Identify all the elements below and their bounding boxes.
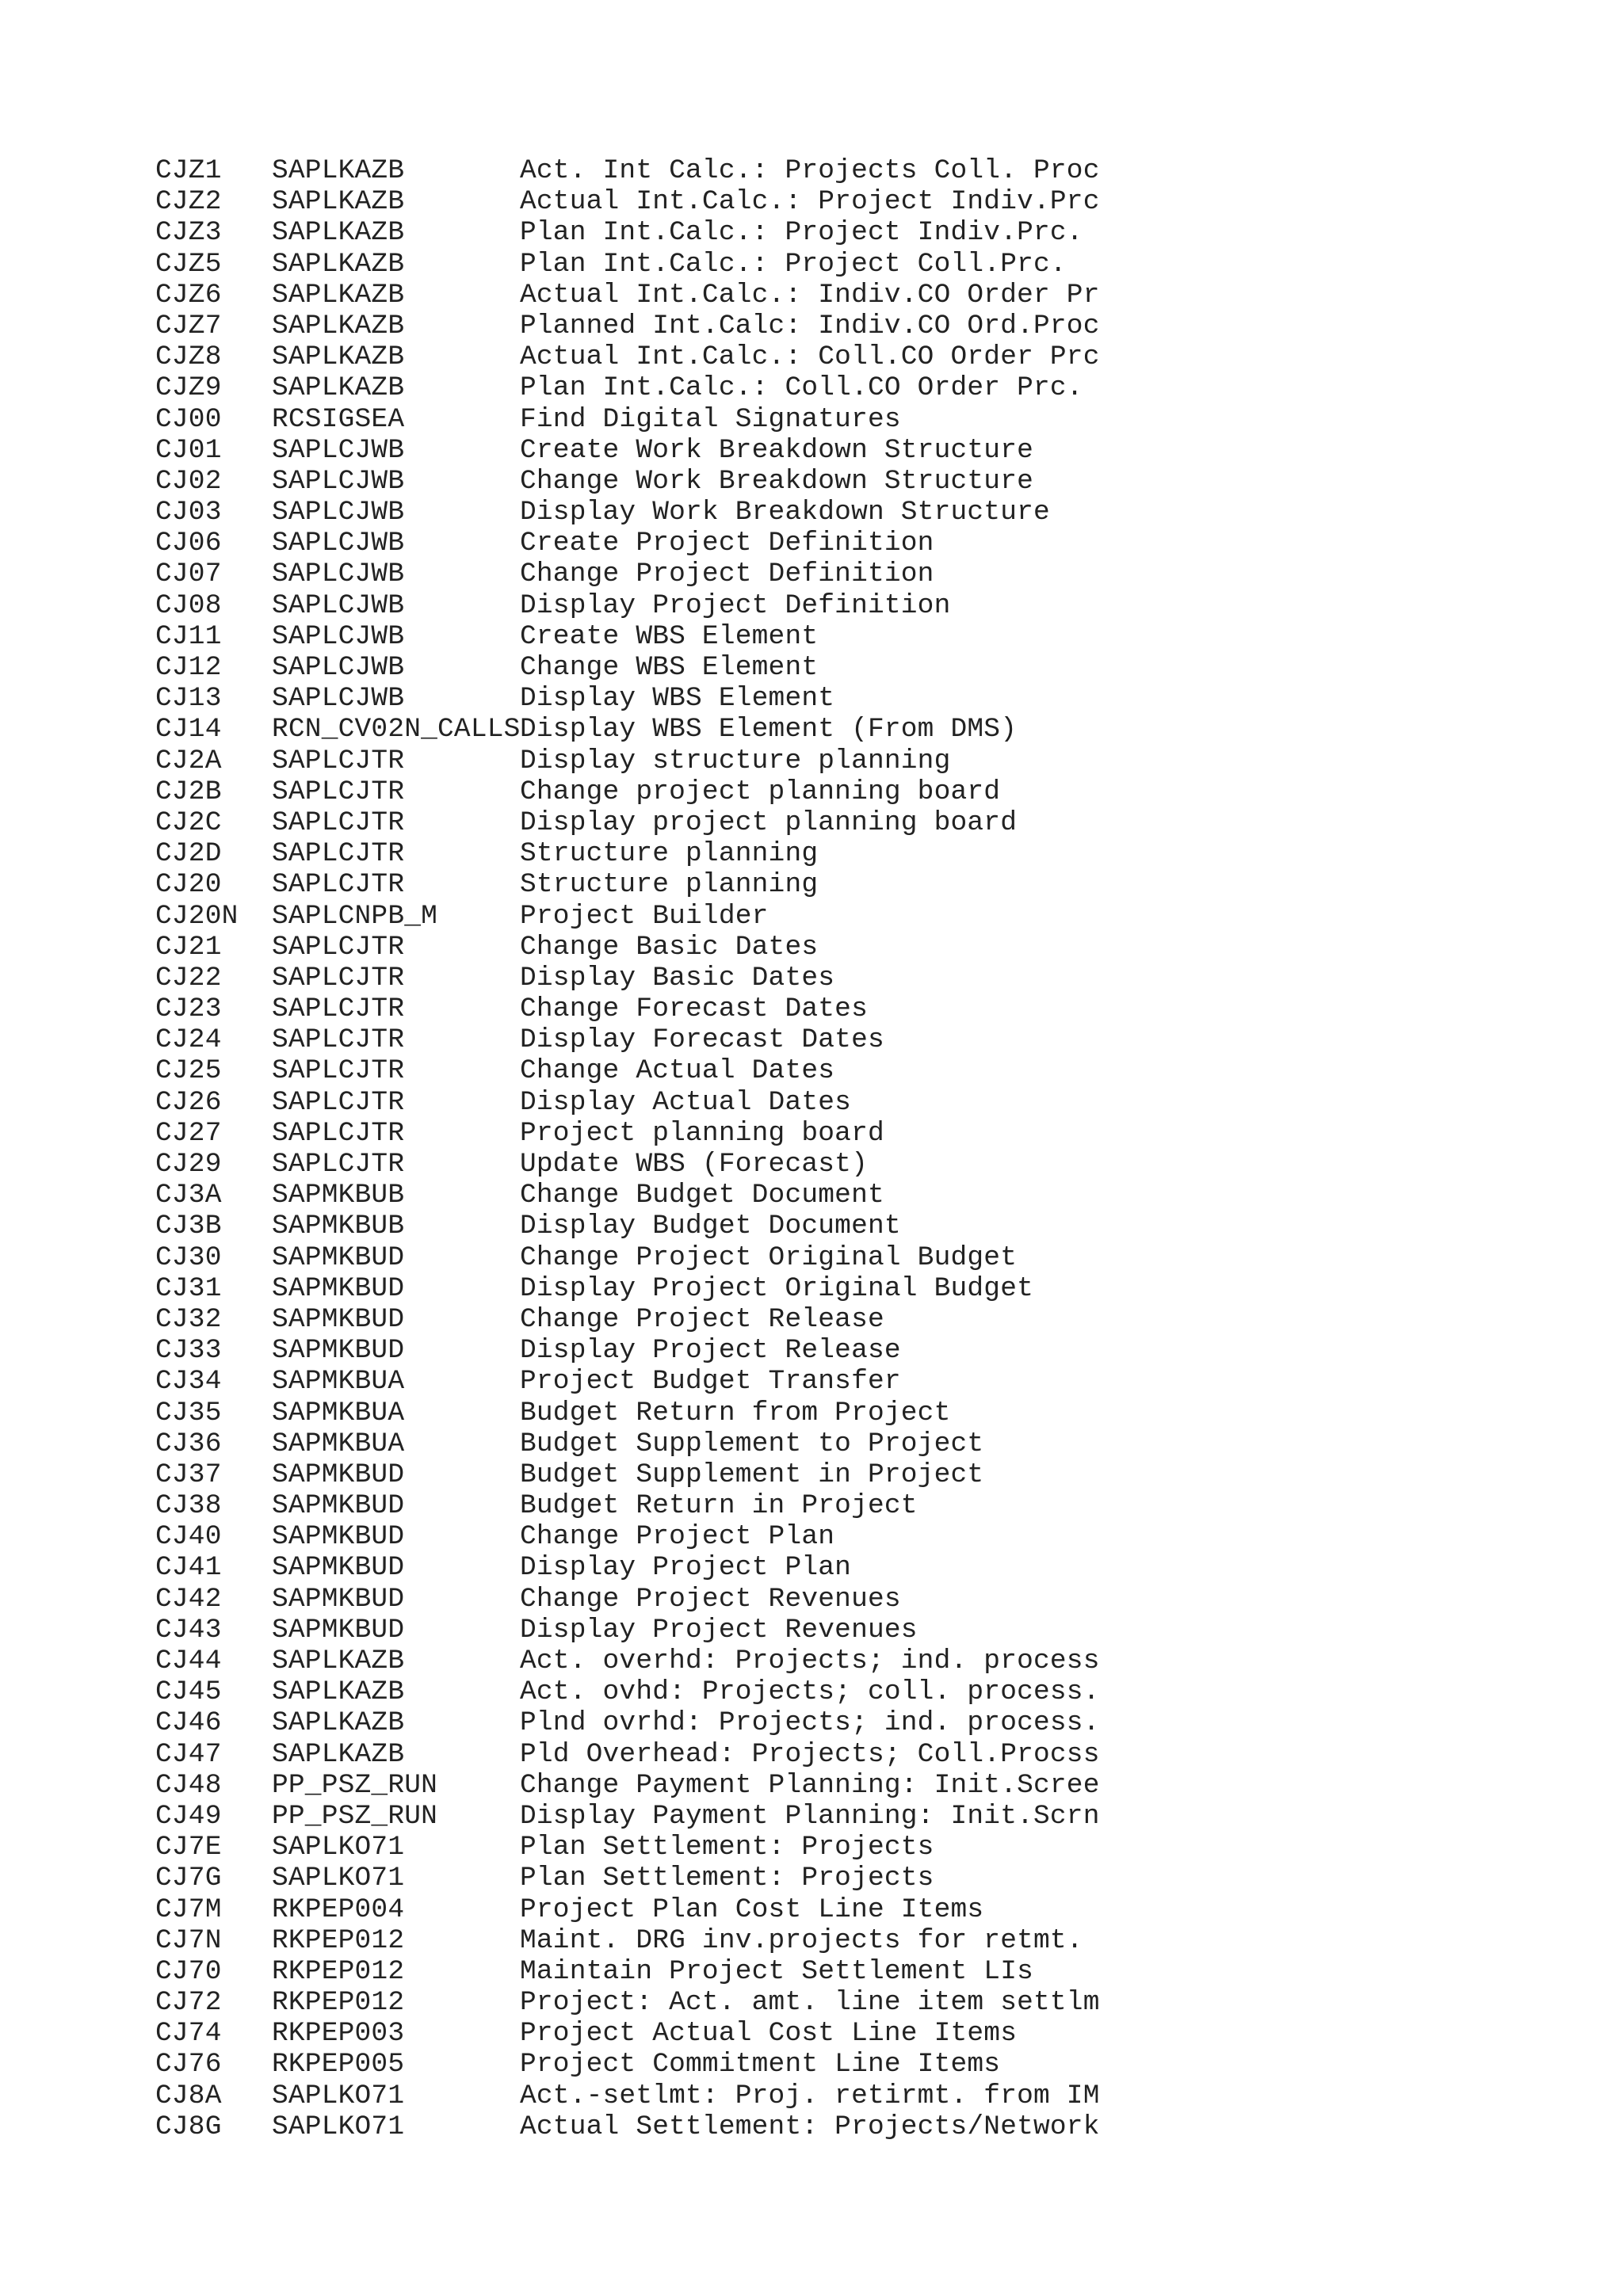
- transaction-description: Budget Supplement in Project: [520, 1459, 984, 1490]
- transaction-code: CJ14: [155, 714, 222, 746]
- transaction-description: Change Project Plan: [520, 1521, 835, 1553]
- program-name: SAPLCJTR: [272, 1086, 405, 1118]
- transaction-description: Project Builder: [520, 900, 769, 932]
- program-name: SAPMKBUD: [272, 1459, 405, 1490]
- program-name: SAPMKBUD: [272, 1490, 405, 1522]
- program-name: SAPLCJWB: [272, 683, 405, 715]
- transaction-description: Change project planning board: [520, 776, 1001, 807]
- program-name: SAPLCJWB: [272, 434, 405, 466]
- program-name: SAPLCJTR: [272, 931, 405, 963]
- program-name: PP_PSZ_RUN: [272, 1769, 438, 1801]
- transaction-description: Display Project Original Budget: [520, 1272, 1034, 1304]
- program-name: SAPLKAZB: [272, 1646, 405, 1676]
- transaction-code: CJ45: [155, 1676, 222, 1708]
- transaction-description: Display Project Release: [520, 1335, 901, 1367]
- transaction-description: Plan Settlement: Projects: [520, 1863, 934, 1894]
- transaction-code: CJ46: [155, 1707, 222, 1739]
- transaction-code: CJ20N: [155, 900, 239, 932]
- transaction-description: Project: Act. amt. line item settlm: [520, 1987, 1100, 2019]
- program-name: SAPLKAZB: [272, 1707, 405, 1739]
- program-name: SAPMKBUD: [272, 1335, 405, 1367]
- transaction-description: Change Work Breakdown Structure: [520, 465, 1034, 497]
- transaction-description: Change Project Release: [520, 1303, 884, 1335]
- transaction-code: CJZ1: [155, 155, 222, 186]
- transaction-code: CJZ9: [155, 372, 222, 404]
- program-name: SAPMKBUA: [272, 1366, 405, 1398]
- program-name: SAPLCJWB: [272, 465, 405, 497]
- program-name: SAPLCJTR: [272, 838, 405, 870]
- program-name: RCN_CV02N_CALLS: [272, 714, 521, 746]
- transaction-code: CJ20: [155, 869, 222, 901]
- transaction-code: CJ03: [155, 497, 222, 528]
- program-name: PP_PSZ_RUN: [272, 1800, 438, 1832]
- program-name: SAPLCNPB_M: [272, 900, 438, 932]
- program-name: SAPLCJWB: [272, 497, 405, 528]
- transaction-code: CJ2C: [155, 807, 222, 838]
- program-name: SAPLKAZB: [272, 217, 405, 249]
- transaction-code: CJ30: [155, 1241, 222, 1273]
- transaction-description: Change Project Original Budget: [520, 1241, 1018, 1273]
- transaction-code: CJ22: [155, 962, 222, 994]
- transaction-code: CJ8G: [155, 2111, 222, 2142]
- transaction-description: Plan Settlement: Projects: [520, 1832, 934, 1863]
- program-name: RKPEP012: [272, 1987, 405, 2019]
- program-name: SAPMKBUD: [272, 1241, 405, 1273]
- transaction-description: Structure planning: [520, 869, 819, 901]
- program-name: SAPMKBUD: [272, 1552, 405, 1584]
- program-name: SAPLKAZB: [272, 186, 405, 218]
- program-name: SAPLKAZB: [272, 341, 405, 373]
- transaction-description: Display Project Definition: [520, 589, 951, 621]
- transaction-code: CJ37: [155, 1459, 222, 1490]
- transaction-code: CJZ5: [155, 248, 222, 280]
- transaction-code: CJ33: [155, 1335, 222, 1367]
- transaction-code: CJ11: [155, 620, 222, 652]
- program-name: RKPEP012: [272, 1924, 405, 1956]
- program-name: SAPMKBUD: [272, 1303, 405, 1335]
- transaction-code: CJ40: [155, 1521, 222, 1553]
- transaction-code: CJ42: [155, 1583, 222, 1615]
- program-name: SAPLCJWB: [272, 528, 405, 559]
- transaction-description: Change Actual Dates: [520, 1055, 835, 1087]
- transaction-description: Display Actual Dates: [520, 1086, 852, 1118]
- program-name: SAPLCJTR: [272, 962, 405, 994]
- transaction-description: Maintain Project Settlement LIs: [520, 1955, 1034, 1987]
- transaction-description: Budget Supplement to Project: [520, 1428, 984, 1459]
- program-name: SAPLKO71: [272, 1863, 405, 1894]
- program-name: RKPEP012: [272, 1955, 405, 1987]
- transaction-code: CJ23: [155, 994, 222, 1025]
- program-name: SAPLKAZB: [272, 1738, 405, 1770]
- program-name: RKPEP004: [272, 1894, 405, 1925]
- transaction-code: CJ2A: [155, 745, 222, 776]
- transaction-description: Change Budget Document: [520, 1180, 884, 1211]
- transaction-code: CJ36: [155, 1428, 222, 1459]
- program-name: SAPLKO71: [272, 2111, 405, 2142]
- program-name: SAPMKBUA: [272, 1428, 405, 1459]
- transaction-code: CJZ7: [155, 310, 222, 341]
- transaction-description: Display project planning board: [520, 807, 1018, 838]
- program-name: SAPLCJTR: [272, 1117, 405, 1149]
- transaction-description: Structure planning: [520, 838, 819, 870]
- transaction-description: Plan Int.Calc.: Project Indiv.Prc.: [520, 217, 1083, 249]
- transaction-code: CJ27: [155, 1117, 222, 1149]
- program-name: SAPLKAZB: [272, 248, 405, 280]
- transaction-description: Actual Settlement: Projects/Network: [520, 2111, 1100, 2142]
- transaction-code: CJ47: [155, 1738, 222, 1770]
- program-name: SAPLKAZB: [272, 155, 405, 186]
- transaction-code: CJ01: [155, 434, 222, 466]
- program-name: RKPEP003: [272, 2018, 405, 2050]
- transaction-code: CJ70: [155, 1955, 222, 1987]
- program-name: SAPMKBUD: [272, 1583, 405, 1615]
- program-name: SAPLKAZB: [272, 372, 405, 404]
- transaction-description: Display Project Plan: [520, 1552, 852, 1584]
- transaction-code: CJ76: [155, 2049, 222, 2081]
- transaction-code: CJ7M: [155, 1894, 222, 1925]
- transaction-description: Budget Return in Project: [520, 1490, 918, 1522]
- transaction-code: CJZ6: [155, 279, 222, 311]
- program-name: SAPMKBUD: [272, 1521, 405, 1553]
- program-name: SAPMKBUB: [272, 1180, 405, 1211]
- transaction-description: Change Project Definition: [520, 559, 934, 590]
- transaction-description: Change Project Revenues: [520, 1583, 901, 1615]
- transaction-code: CJZ2: [155, 186, 222, 218]
- transaction-description: Find Digital Signatures: [520, 403, 901, 435]
- program-name: RCSIGSEA: [272, 403, 405, 435]
- transaction-description: Display Work Breakdown Structure: [520, 497, 1050, 528]
- program-name: SAPLCJWB: [272, 589, 405, 621]
- transaction-description: Project Actual Cost Line Items: [520, 2018, 1018, 2050]
- transaction-description: Display Basic Dates: [520, 962, 835, 994]
- program-name: SAPLCJTR: [272, 745, 405, 776]
- program-name: SAPLCJWB: [272, 559, 405, 590]
- program-name: SAPLCJTR: [272, 994, 405, 1025]
- transaction-description: Change WBS Element: [520, 652, 819, 683]
- transaction-code: CJ72: [155, 1987, 222, 2019]
- transaction-description: Create Work Breakdown Structure: [520, 434, 1034, 466]
- transaction-code: CJ32: [155, 1303, 222, 1335]
- program-name: SAPLKO71: [272, 2080, 405, 2111]
- transaction-description: Plan Int.Calc.: Project Coll.Prc.: [520, 248, 1067, 280]
- transaction-description: Actual Int.Calc.: Project Indiv.Prc: [520, 186, 1100, 218]
- program-name: SAPLCJTR: [272, 1024, 405, 1056]
- transaction-code: CJ25: [155, 1055, 222, 1087]
- program-name: SAPLKAZB: [272, 1676, 405, 1708]
- transaction-code: CJ49: [155, 1800, 222, 1832]
- program-name: SAPMKBUD: [272, 1272, 405, 1304]
- program-name: SAPLKAZB: [272, 279, 405, 311]
- transaction-code: CJ2D: [155, 838, 222, 870]
- transaction-description: Change Forecast Dates: [520, 994, 868, 1025]
- transaction-code: CJ48: [155, 1769, 222, 1801]
- transaction-code: CJ31: [155, 1272, 222, 1304]
- transaction-code: CJ08: [155, 589, 222, 621]
- transaction-code: CJ41: [155, 1552, 222, 1584]
- transaction-code: CJ02: [155, 465, 222, 497]
- program-name: SAPLCJWB: [272, 652, 405, 683]
- transaction-description: Pld Overhead: Projects; Coll.Procss: [520, 1738, 1100, 1770]
- transaction-description: Budget Return from Project: [520, 1397, 951, 1428]
- transaction-code: CJ26: [155, 1086, 222, 1118]
- transaction-code: CJ8A: [155, 2080, 222, 2111]
- transaction-description: Act.-setlmt: Proj. retirmt. from IM: [520, 2080, 1100, 2111]
- program-name: SAPLCJTR: [272, 1055, 405, 1087]
- transaction-description: Display Forecast Dates: [520, 1024, 884, 1056]
- transaction-description: Actual Int.Calc.: Coll.CO Order Prc: [520, 341, 1100, 373]
- transaction-code: CJ7G: [155, 1863, 222, 1894]
- program-name: SAPLKAZB: [272, 310, 405, 341]
- transaction-description: Display WBS Element: [520, 683, 835, 715]
- transaction-code: CJ7E: [155, 1832, 222, 1863]
- program-name: SAPLCJWB: [272, 620, 405, 652]
- transaction-description: Project Budget Transfer: [520, 1366, 901, 1398]
- transaction-description: Project planning board: [520, 1117, 884, 1149]
- transaction-code: CJ24: [155, 1024, 222, 1056]
- transaction-description: Project Plan Cost Line Items: [520, 1894, 984, 1925]
- transaction-code: CJ35: [155, 1397, 222, 1428]
- transaction-description: Display Project Revenues: [520, 1614, 918, 1646]
- transaction-code: CJ38: [155, 1490, 222, 1522]
- transaction-description: Act. Int Calc.: Projects Coll. Proc: [520, 155, 1100, 186]
- transaction-code: CJ00: [155, 403, 222, 435]
- transaction-description: Maint. DRG inv.projects for retmt.: [520, 1924, 1083, 1956]
- transaction-code: CJ06: [155, 528, 222, 559]
- transaction-description: Display structure planning: [520, 745, 951, 776]
- program-name: RKPEP005: [272, 2049, 405, 2081]
- program-name: SAPMKBUB: [272, 1211, 405, 1242]
- transaction-code: CJZ3: [155, 217, 222, 249]
- transaction-code: CJ34: [155, 1366, 222, 1398]
- program-name: SAPLCJTR: [272, 1149, 405, 1180]
- transaction-code: CJ21: [155, 931, 222, 963]
- transaction-description: Update WBS (Forecast): [520, 1149, 868, 1180]
- transaction-description: Create Project Definition: [520, 528, 934, 559]
- transaction-code: CJ2B: [155, 776, 222, 807]
- transaction-code: CJ07: [155, 559, 222, 590]
- transaction-description: Change Basic Dates: [520, 931, 819, 963]
- program-name: SAPMKBUD: [272, 1614, 405, 1646]
- transaction-description: Display WBS Element (From DMS): [520, 714, 1018, 746]
- transaction-code: CJ7N: [155, 1924, 222, 1956]
- transaction-description: Actual Int.Calc.: Indiv.CO Order Pr: [520, 279, 1100, 311]
- transaction-description: Change Payment Planning: Init.Scree: [520, 1769, 1100, 1801]
- transaction-code: CJ44: [155, 1646, 222, 1676]
- transaction-description: Project Commitment Line Items: [520, 2049, 1001, 2081]
- transaction-code: CJ3A: [155, 1180, 222, 1211]
- program-name: SAPMKBUA: [272, 1397, 405, 1428]
- program-name: SAPLCJTR: [272, 869, 405, 901]
- transaction-code: CJ29: [155, 1149, 222, 1180]
- transaction-description: Plan Int.Calc.: Coll.CO Order Prc.: [520, 372, 1083, 404]
- transaction-code: CJ3B: [155, 1211, 222, 1242]
- program-name: SAPLCJTR: [272, 776, 405, 807]
- transaction-code: CJ12: [155, 652, 222, 683]
- transaction-description: Planned Int.Calc: Indiv.CO Ord.Proc: [520, 310, 1100, 341]
- transaction-description: Display Budget Document: [520, 1211, 901, 1242]
- transaction-code: CJ13: [155, 683, 222, 715]
- program-name: SAPLKO71: [272, 1832, 405, 1863]
- transaction-code: CJZ8: [155, 341, 222, 373]
- transaction-description: Create WBS Element: [520, 620, 819, 652]
- transaction-code: CJ43: [155, 1614, 222, 1646]
- transaction-description: Plnd ovrhd: Projects; ind. process.: [520, 1707, 1100, 1739]
- transaction-code: CJ74: [155, 2018, 222, 2050]
- program-name: SAPLCJTR: [272, 807, 405, 838]
- transaction-description: Display Payment Planning: Init.Scrn: [520, 1800, 1100, 1832]
- transaction-description: Act. ovhd: Projects; coll. process.: [520, 1676, 1100, 1708]
- transaction-description: Act. overhd: Projects; ind. process: [520, 1646, 1100, 1676]
